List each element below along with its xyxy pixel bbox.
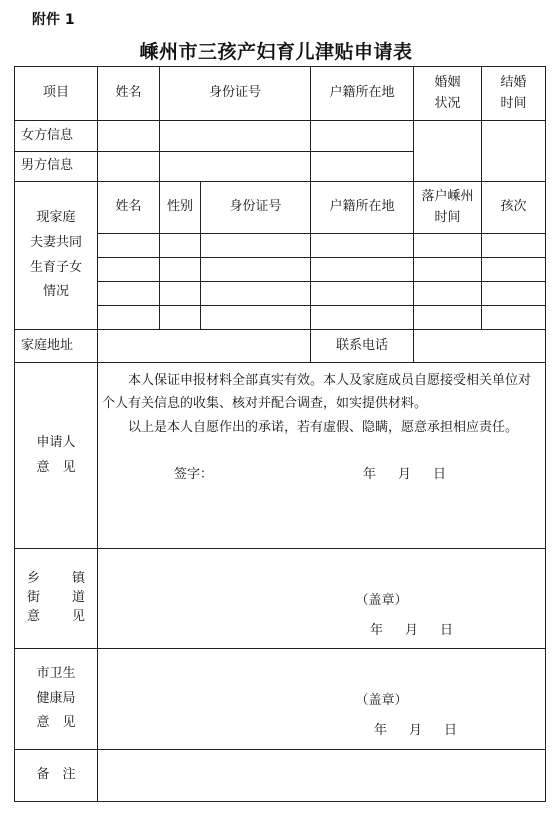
male-id-field[interactable] <box>160 152 311 182</box>
child-1-settle[interactable] <box>414 234 482 258</box>
promise-paragraph-2: 以上是本人自愿作出的承诺，若有虚假、隐瞒，愿意承担相应责任。 <box>128 419 519 435</box>
township-opinion-cell[interactable] <box>98 549 546 649</box>
col-id-number: 身份证号 <box>160 67 311 121</box>
child-4-id[interactable] <box>201 306 311 330</box>
attachment-label: 附件 1 <box>32 12 75 28</box>
phone-label: 联系电话 <box>311 330 414 363</box>
col-household: 户籍所在地 <box>311 67 414 121</box>
male-household-field[interactable] <box>311 152 414 182</box>
child-4-settle[interactable] <box>414 306 482 330</box>
male-name-field[interactable] <box>98 152 160 182</box>
application-form-table <box>14 66 546 802</box>
remarks-label: 备 注 <box>15 750 98 802</box>
child-4-order[interactable] <box>482 306 546 330</box>
col-item: 项目 <box>15 67 98 121</box>
health-bureau-opinion-cell[interactable] <box>98 649 546 750</box>
marriage-time-field[interactable] <box>482 121 546 182</box>
child-1-gender[interactable] <box>160 234 201 258</box>
form-title: 嵊州市三孩产妇育儿津贴申请表 <box>139 41 413 63</box>
signature-line <box>98 465 545 485</box>
col-marriage-time: 结婚 时间 <box>482 67 546 121</box>
child-col-id: 身份证号 <box>201 182 311 234</box>
promise-paragraph-1: 本人保证申报材料全部真实有效。本人及家庭成员自愿接受相关单位对个人有关信息的收集、核对并配合调查，如实提供材料。 <box>102 373 532 412</box>
marital-status-field[interactable] <box>414 121 482 182</box>
child-3-gender[interactable] <box>160 282 201 306</box>
child-col-settle-time: 落户嵊州 时间 <box>414 182 482 234</box>
child-3-household[interactable] <box>311 282 414 306</box>
header-row <box>15 67 546 121</box>
col-marital-status: 婚姻 状况 <box>414 67 482 121</box>
township-row <box>15 549 546 649</box>
address-label: 家庭地址 <box>15 330 98 363</box>
signature-label[interactable]: 签字： <box>174 467 214 483</box>
remarks-field[interactable] <box>98 750 546 802</box>
female-info-label: 女方信息 <box>15 121 98 152</box>
township-date: 年 月 日 <box>370 623 454 638</box>
health-bureau-row <box>15 649 546 750</box>
phone-field[interactable] <box>414 330 546 363</box>
township-label: 乡 镇 街 道 意 见 <box>15 549 98 649</box>
child-1-order[interactable] <box>482 234 546 258</box>
child-3-settle[interactable] <box>414 282 482 306</box>
applicant-row <box>15 363 546 549</box>
child-2-gender[interactable] <box>160 258 201 282</box>
health-bureau-seal: （盖章） <box>355 693 408 708</box>
female-info-row <box>15 121 546 152</box>
child-1-household[interactable] <box>311 234 414 258</box>
health-bureau-label: 市卫生 健康局 意 见 <box>15 649 98 750</box>
township-seal: （盖章） <box>355 593 408 608</box>
child-1-name[interactable] <box>98 234 160 258</box>
children-section-label: 现家庭 夫妻共同 生育子女 情况 <box>15 182 98 330</box>
child-2-household[interactable] <box>311 258 414 282</box>
male-info-label: 男方信息 <box>15 152 98 182</box>
applicant-label: 申请人 意 见 <box>15 363 98 549</box>
child-2-id[interactable] <box>201 258 311 282</box>
child-3-id[interactable] <box>201 282 311 306</box>
child-4-name[interactable] <box>98 306 160 330</box>
child-col-birth-order: 孩次 <box>482 182 546 234</box>
applicant-promise-cell <box>98 363 546 549</box>
child-2-name[interactable] <box>98 258 160 282</box>
female-household-field[interactable] <box>311 121 414 152</box>
remarks-row <box>15 750 546 802</box>
address-field[interactable] <box>98 330 311 363</box>
child-1-id[interactable] <box>201 234 311 258</box>
child-3-name[interactable] <box>98 282 160 306</box>
contact-row <box>15 330 546 363</box>
child-2-order[interactable] <box>482 258 546 282</box>
female-id-field[interactable] <box>160 121 311 152</box>
child-col-gender: 性别 <box>160 182 201 234</box>
child-4-gender[interactable] <box>160 306 201 330</box>
child-3-order[interactable] <box>482 282 546 306</box>
child-2-settle[interactable] <box>414 258 482 282</box>
health-bureau-date: 年 月 日 <box>374 723 458 738</box>
col-name: 姓名 <box>98 67 160 121</box>
child-col-name: 姓名 <box>98 182 160 234</box>
female-name-field[interactable] <box>98 121 160 152</box>
children-header-row <box>15 182 546 234</box>
child-col-household: 户籍所在地 <box>311 182 414 234</box>
applicant-date[interactable]: 年 月 日 <box>363 467 447 483</box>
child-4-household[interactable] <box>311 306 414 330</box>
